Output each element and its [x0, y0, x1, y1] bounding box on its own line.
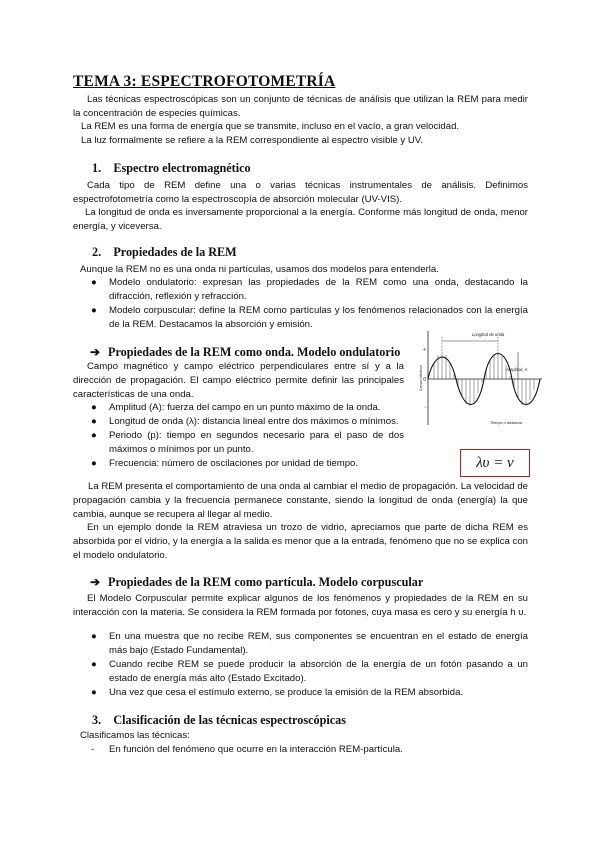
zero-label: 0	[423, 377, 426, 383]
bullet-icon: ●	[91, 277, 97, 288]
list-item-text: Frecuencia: número de oscilaciones por unidad de tiempo.	[109, 458, 359, 469]
bullet-icon: ●	[91, 687, 97, 698]
x-axis-label: Tiempo o distancia	[490, 421, 522, 425]
section-1-heading: 1. Espectro electromagnético	[92, 161, 251, 175]
arrow-right-icon: ➔	[90, 575, 101, 589]
y-axis-label: Campo eléctrico	[419, 365, 423, 391]
particle-section-title: Propiedades de la REM como partícula. Modelo corpuscular	[108, 575, 424, 589]
arrow-right-icon: ➔	[90, 345, 101, 359]
wavelength-label: Longitud de onda	[472, 332, 505, 337]
list-item	[89, 630, 528, 658]
bullet-icon: ●	[91, 631, 97, 642]
list-item-text: Cuando recibe REM se puede producir la absorción de la energía de un fotón pasando a un estado de energía más alto (Estado Excitado).	[109, 659, 528, 684]
section-3-paragraph: Clasificamos las técnicas:	[80, 730, 190, 741]
section-3-dash-list	[89, 743, 528, 757]
list-item-text: En una muestra que no recibe REM, sus componentes se encuentran en el estado de energía más bajo (Estado Fundamental).	[109, 631, 528, 656]
list-item-text: Periodo (p): tiempo en segundos necesario para el paso de dos máximos o mínimos por un punto.	[109, 430, 404, 455]
particle-paragraph: El Modelo Corpuscular permite explicar algunos de los fenómenos y propiedades de la REM en su interacción con la materia. Se considera la REM formada por fotones, cuya masa es cero y su energía h υ.	[73, 593, 528, 618]
list-item-text: Amplitud (A): fuerza del campo en un punto máximo de la onda.	[109, 402, 381, 413]
bullet-icon: ●	[91, 305, 97, 316]
amplitude-label: Amplitud, A	[506, 367, 528, 372]
bullet-icon: ●	[91, 659, 97, 670]
list-item	[89, 415, 404, 429]
plus-label: +	[423, 347, 426, 353]
wave-paragraph-3: En un ejemplo donde la REM atraviesa un trozo de vidrio, apreciamos que parte de dicha REM es absorbida por el vidrio, y la energía a la salida es menor que a la entrada, fenómeno que no se explica con el modelo ondulatorio.	[73, 522, 528, 561]
list-item	[89, 686, 528, 700]
intro-paragraph-2: La REM es una forma de energía que se transmite, incluso en el vacío, a gran velocidad.	[81, 121, 460, 132]
bullet-icon: ●	[91, 430, 97, 441]
section-1-paragraph-1: Cada tipo de REM define una o varias técnicas instrumentales de análisis. Definimos espectrofotometría como la espectroscopía de absorción molecular (UV-VIS).	[73, 180, 528, 205]
list-item-text: Longitud de onda (λ): distancia lineal entre dos máximos o mínimos.	[109, 416, 399, 427]
bullet-icon: ●	[91, 458, 97, 469]
wave-paragraph-2: La REM presenta el comportamiento de una onda al cambiar el medio de propagación. La velocidad de propagación cambia y la frecuencia permanece constante, siendo la longitud de onda (energía) la que cambia, aunque se recupera al llegar al medio.	[73, 481, 528, 520]
list-item	[89, 429, 404, 457]
section-3-heading: 3. Clasificación de las técnicas espectroscópicas	[92, 713, 346, 727]
list-item-text: Modelo ondulatorio: expresan las propiedades de la REM como una onda, destacando la difracción, reflexión y refracción.	[109, 277, 528, 302]
section-2-bullet-list	[89, 276, 528, 332]
list-item	[89, 457, 404, 471]
particle-bullet-list	[89, 630, 528, 700]
list-item	[89, 401, 404, 415]
wave-section-heading	[90, 345, 400, 360]
list-item	[89, 276, 528, 304]
list-item	[89, 658, 528, 686]
list-item	[89, 743, 528, 757]
wave-section-title: Propiedades de la REM como onda. Modelo ondulatorio	[108, 345, 401, 359]
dash-icon: -	[91, 744, 95, 755]
section-2-heading: 2. Propiedades de la REM	[92, 245, 237, 259]
wave-diagram	[418, 327, 544, 429]
list-item-text: Modelo corpuscular: define la REM como partículas y los fenómenos relacionados con la energía de la REM. Destacamos la absorción y emisión.	[109, 305, 528, 330]
minus-label: -	[424, 405, 426, 411]
section-2-paragraph: Aunque la REM no es una onda ni partículas, usamos dos modelos para entenderla.	[80, 264, 439, 275]
intro-paragraph-3: La luz formalmente se refiere a la REM correspondiente al espectro visible y UV.	[81, 135, 423, 146]
wave-paragraph: Campo magnético y campo eléctrico perpendiculares entre sí y a la dirección de propagación. El campo eléctrico permite definir las principales características de una onda.	[73, 361, 404, 400]
list-item-text: Una vez que cesa el estímulo externo, se produce la emisión de la REM absorbida.	[109, 687, 464, 698]
bullet-icon: ●	[91, 416, 97, 427]
particle-section-heading	[90, 575, 423, 590]
wave-bullet-list	[89, 401, 404, 471]
page-title: TEMA 3: ESPECTROFOTOMETRÍA	[73, 73, 336, 90]
bullet-icon: ●	[91, 402, 97, 413]
wave-formula: λυ = v	[460, 449, 530, 477]
list-item-text: En función del fenómeno que ocurre en la interacción REM-partícula.	[109, 744, 403, 755]
section-1-paragraph-2: La longitud de onda es inversamente proporcional a la energía. Conforme más longitud de onda, menor energía, y viceversa.	[73, 207, 528, 232]
intro-paragraph-1: Las técnicas espectroscópicas son un conjunto de técnicas de análisis que utilizan la REM para medir la concentración de especies químicas.	[73, 94, 528, 119]
